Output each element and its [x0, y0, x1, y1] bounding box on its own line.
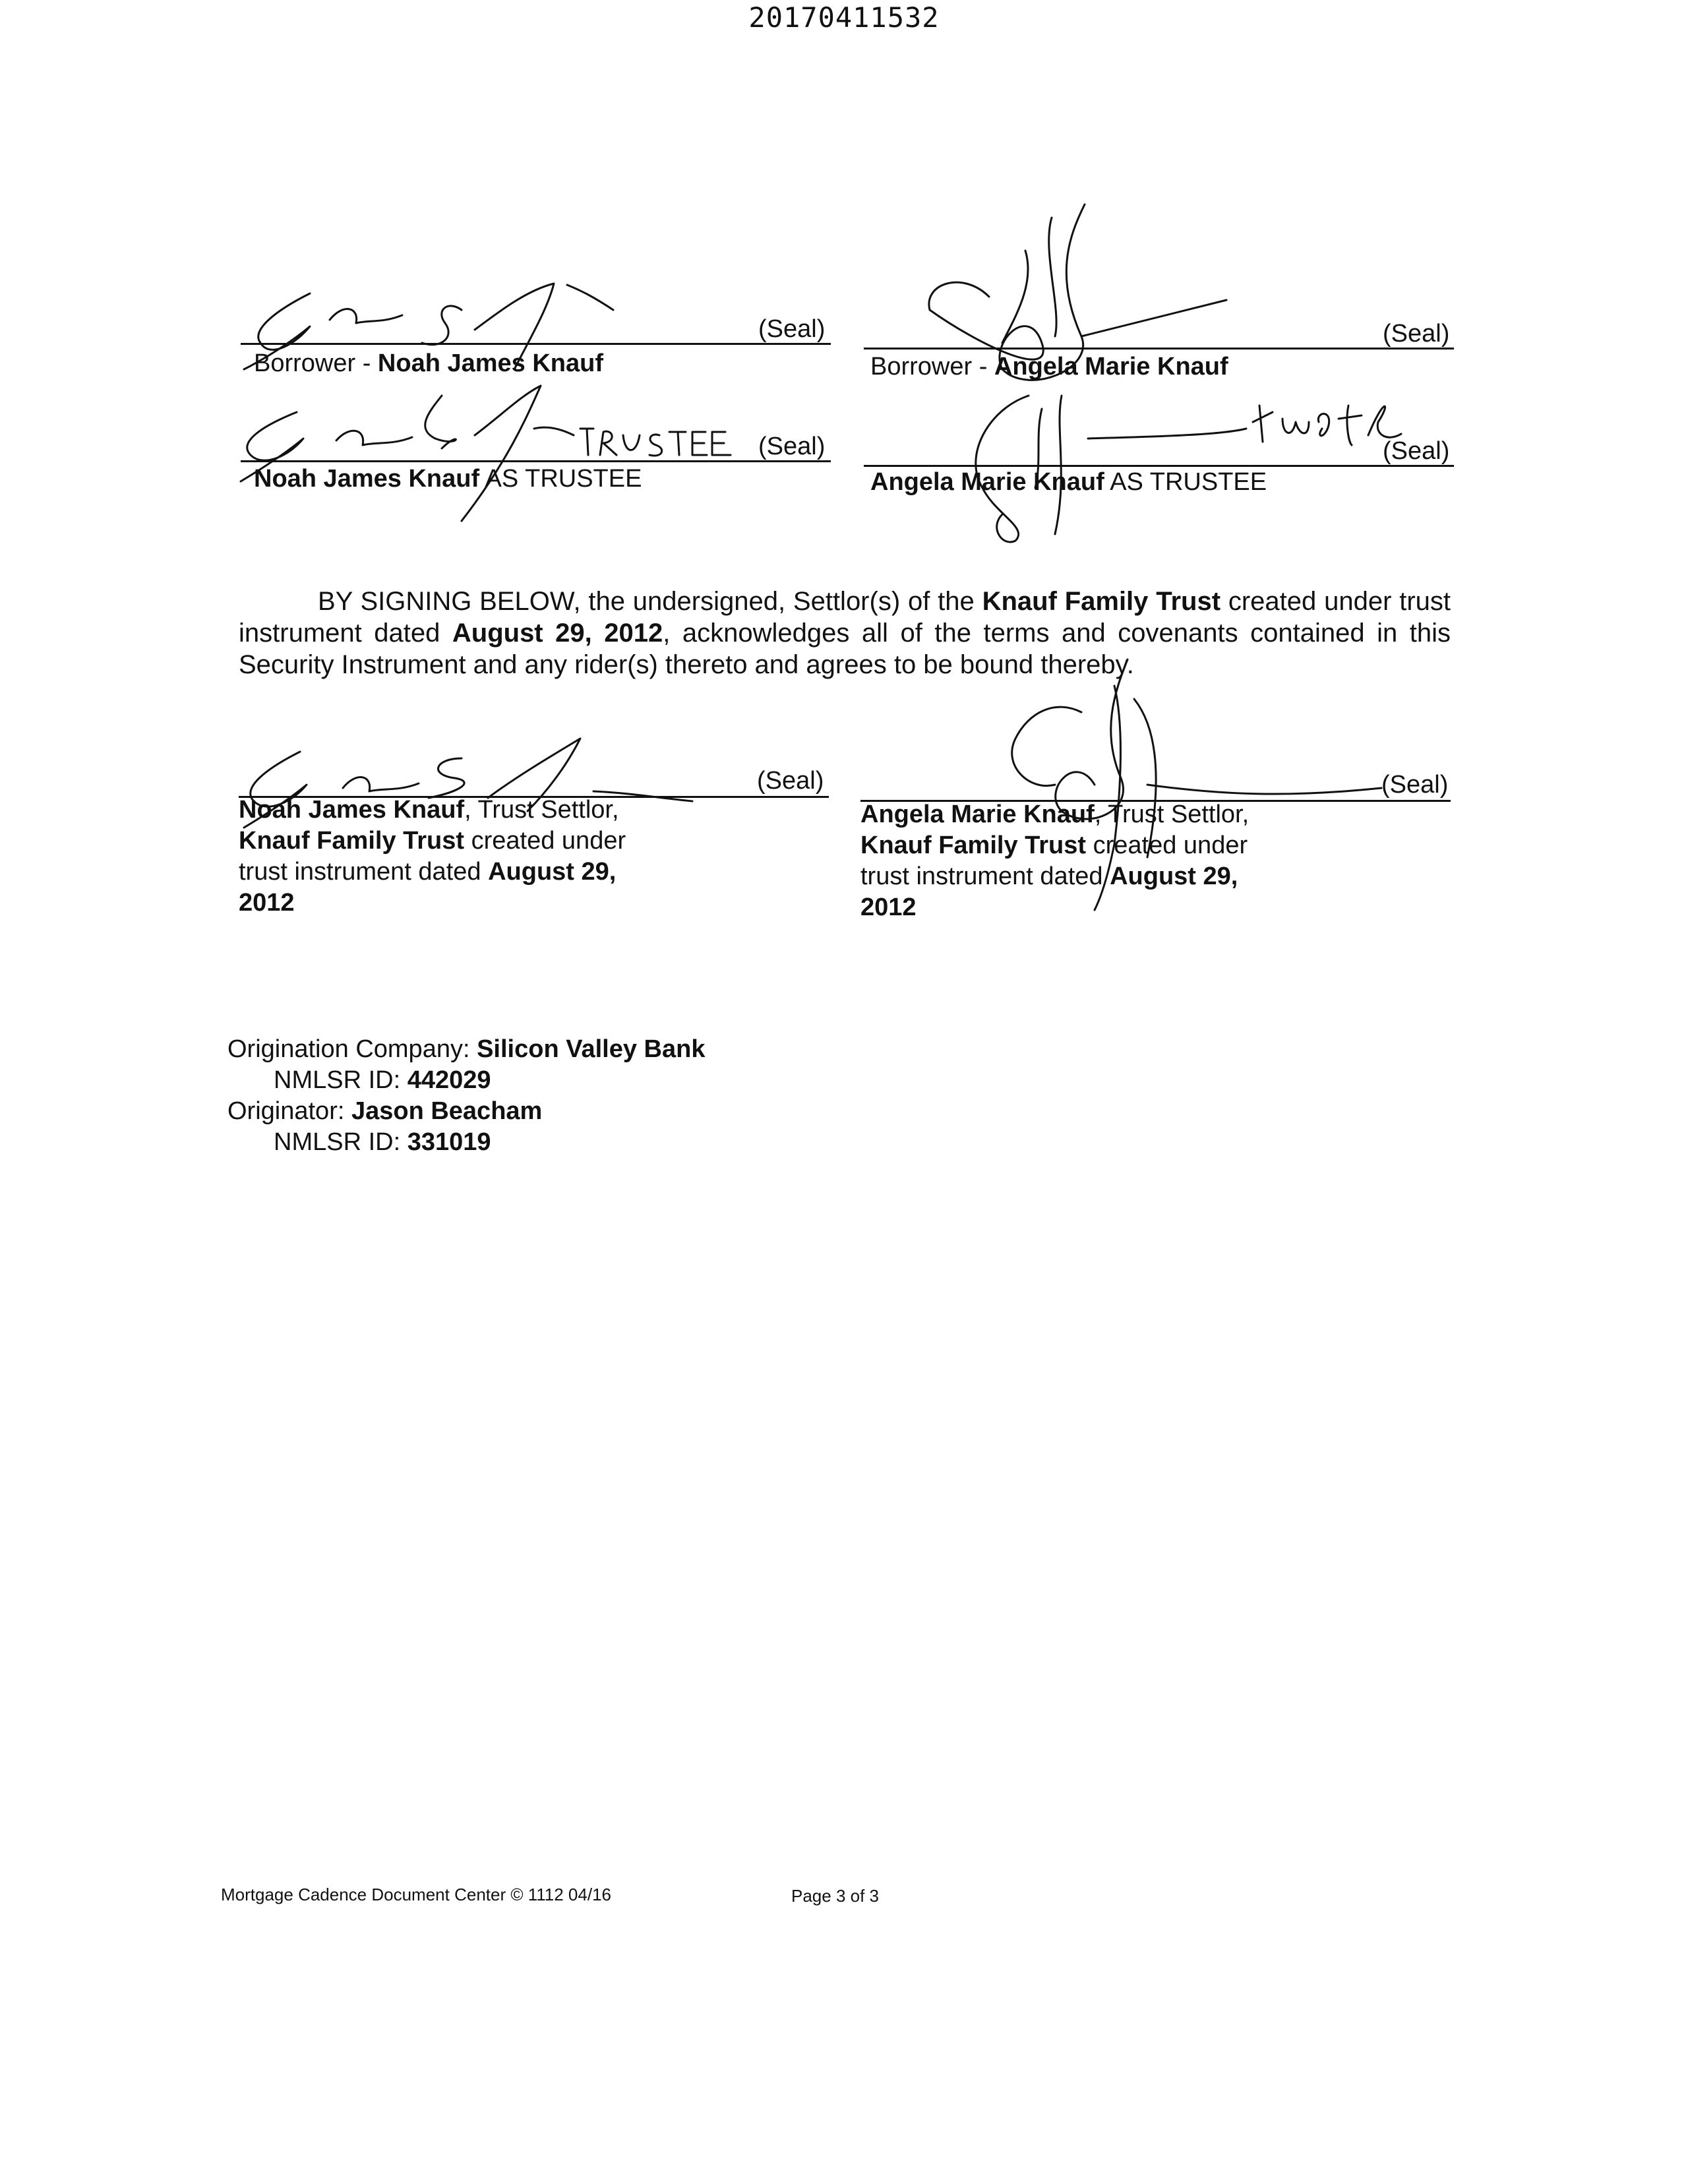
document-number: 20170411532 — [748, 1, 940, 34]
seal-label: (Seal) — [1383, 437, 1450, 465]
paragraph-text: , acknowledges all of the terms and covenants contained in this Security Instrument and any rider(s) thereto and agrees to be bound thereby. — [239, 619, 1451, 679]
borrower-caption-angela — [870, 353, 1228, 381]
signature-line-noah-trustee — [241, 460, 831, 462]
trustee-caption-noah — [254, 465, 642, 493]
settlor-name: Noah James Knauf — [239, 796, 465, 824]
settlor-trust: Knauf Family Trust — [239, 827, 465, 855]
seal-label: (Seal) — [1381, 771, 1449, 799]
settlor-created: created under — [464, 827, 626, 855]
settlor-date: August 29, — [1110, 863, 1238, 890]
borrower-name: Angela Marie Knauf — [994, 353, 1228, 380]
seal-label: (Seal) — [757, 767, 824, 795]
settlor-role: , Trust Settlor, — [1094, 801, 1250, 828]
settlor-role: , Trust Settlor, — [464, 796, 619, 824]
settlor-year: 2012 — [860, 894, 917, 921]
seal-label: (Seal) — [758, 315, 826, 343]
borrower-prefix: Borrower - — [254, 349, 378, 377]
trust-name: Knauf Family Trust — [982, 587, 1221, 616]
origination-info — [227, 1034, 1019, 1158]
company-nmlsr-id: 442029 — [407, 1066, 491, 1094]
footer-page-number: Page 3 of 3 — [791, 1886, 879, 1906]
borrower-caption-noah — [254, 349, 603, 378]
settlor-paragraph — [239, 586, 1451, 681]
signature-line-angela-trustee — [864, 465, 1454, 467]
signature-line-angela-borrower — [864, 348, 1454, 349]
trustee-name: Noah James Knauf — [254, 465, 480, 493]
trust-date: August 29, 2012 — [452, 619, 663, 648]
nmlsr-label: NMLSR ID: — [274, 1128, 407, 1156]
settlor-caption-noah — [239, 795, 819, 919]
settlor-caption-angela — [860, 799, 1441, 923]
settlor-dated: trust instrument dated — [239, 858, 489, 886]
settlor-year: 2012 — [239, 889, 295, 917]
footer-form-id: Mortgage Cadence Document Center © 1112 04/16 — [221, 1885, 611, 1904]
originator-nmlsr-id: 331019 — [407, 1128, 491, 1156]
originator-label: Originator: — [227, 1097, 351, 1125]
paragraph-text: BY SIGNING BELOW, the undersigned, Settlor(s) of the — [318, 587, 982, 616]
settlor-created: created under — [1086, 832, 1248, 859]
trustee-caption-angela — [870, 468, 1267, 497]
origination-company-label: Origination Company: — [227, 1035, 477, 1063]
noah-trustee-signature — [241, 386, 731, 521]
originator-name: Jason Beacham — [351, 1097, 543, 1125]
borrower-prefix: Borrower - — [870, 353, 994, 380]
seal-label: (Seal) — [1383, 320, 1450, 348]
signature-line-noah-borrower — [241, 343, 831, 345]
trustee-suffix: AS TRUSTEE — [479, 465, 642, 493]
settlor-trust: Knauf Family Trust — [860, 832, 1087, 859]
settlor-dated: trust instrument dated — [860, 863, 1110, 890]
borrower-name: Noah James Knauf — [377, 349, 604, 377]
settlor-date: August 29, — [488, 858, 617, 886]
nmlsr-label: NMLSR ID: — [274, 1066, 407, 1094]
paragraph-text: created under trust instrument dated — [239, 587, 1451, 648]
seal-label: (Seal) — [758, 433, 826, 460]
origination-company: Silicon Valley Bank — [477, 1035, 706, 1063]
trustee-suffix: AS TRUSTEE — [1104, 468, 1267, 496]
settlor-name: Angela Marie Knauf — [860, 801, 1095, 828]
trustee-name: Angela Marie Knauf — [870, 468, 1104, 496]
